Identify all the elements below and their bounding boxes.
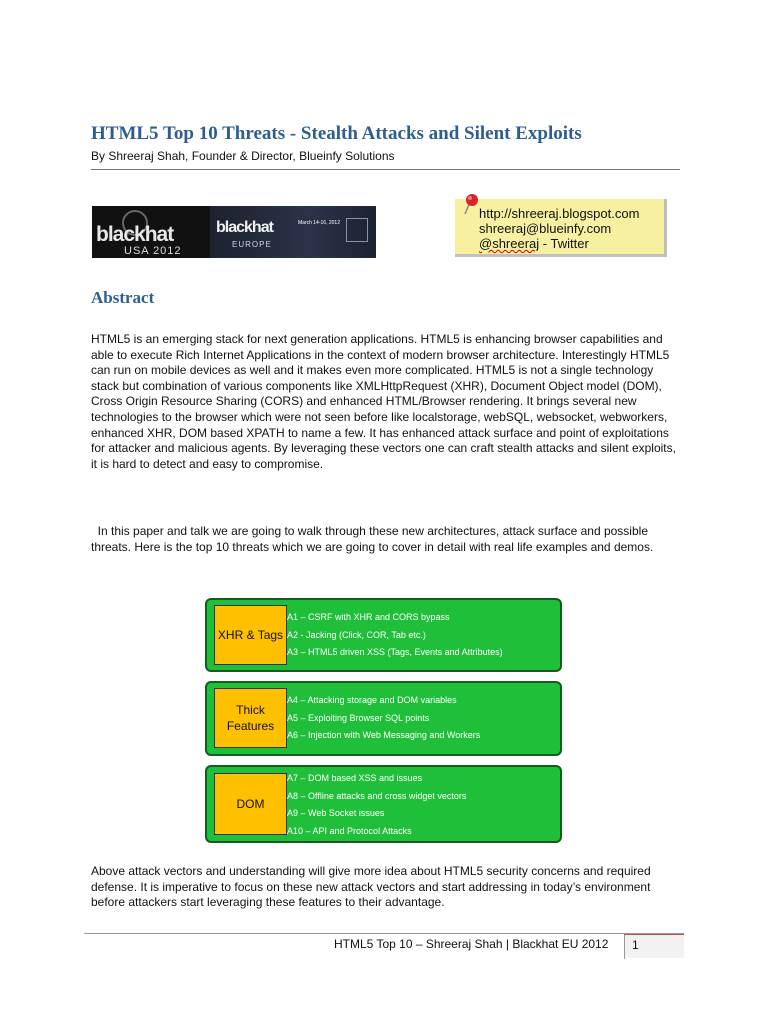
- blackhat-europe-logo: [210, 206, 376, 258]
- twitter-line: [479, 236, 589, 251]
- group-label-xhr-tags: XHR & Tags: [214, 605, 287, 665]
- blackhat-usa-sub: USA 2012: [124, 245, 182, 257]
- group-label-dom: DOM: [214, 773, 287, 835]
- footer-text: HTML5 Top 10 – Shreeraj Shah | Blackhat EU 2012: [334, 937, 609, 951]
- blackhat-banner: [92, 206, 376, 258]
- blackhat-europe-date: March 14-16, 2012: [298, 220, 340, 226]
- threat-group-dom: [205, 765, 562, 843]
- threat-group-xhr-tags: [205, 598, 562, 672]
- threat-item: A8 – Offline attacks and cross widget vectors: [287, 790, 467, 801]
- blog-url[interactable]: http://shreeraj.blogspot.com: [479, 206, 640, 221]
- threat-item: A7 – DOM based XSS and issues: [287, 773, 423, 783]
- blackhat-usa-word: blackhat: [96, 223, 174, 246]
- document-title: HTML5 Top 10 Threats - Stealth Attacks and Silent Exploits: [91, 123, 582, 144]
- twitter-suffix: - Twitter: [539, 236, 589, 251]
- group-label-thick-features: [214, 688, 287, 748]
- threat-item: A9 – Web Socket issues: [287, 808, 385, 818]
- group-label-line-2: Features: [226, 719, 275, 733]
- title-divider: [91, 169, 680, 170]
- author-byline: By Shreeraj Shah, Founder & Director, Blueinfy Solutions: [91, 149, 395, 163]
- email-address[interactable]: shreeraj@blueinfy.com: [479, 221, 612, 236]
- threat-item: A1 – CSRF with XHR and CORS bypass: [287, 612, 450, 622]
- pushpin-icon: [462, 193, 480, 215]
- threat-item: A4 – Attacking storage and DOM variables: [287, 695, 457, 705]
- threat-item: A2 - Jacking (Click, COR, Tab etc.): [287, 629, 426, 640]
- threat-item: A10 – API and Protocol Attacks: [287, 825, 412, 836]
- threat-item: A3 – HTML5 driven XSS (Tags, Events and Attributes): [287, 647, 503, 657]
- abstract-paragraph-2-text: In this paper and talk we are going to walk through these new architectures, attack surface and possible threats. Here is the top 10 threats which we are going to cover in detail with real life examples and demos.: [91, 524, 654, 554]
- blackhat-europe-word: blackhat: [216, 219, 273, 236]
- group-items: [287, 770, 466, 840]
- contact-sticky-note: [455, 199, 667, 257]
- group-label-line-1: Thick: [236, 703, 265, 717]
- page-number: 1: [632, 938, 639, 952]
- blackhat-usa-logo: [92, 206, 210, 258]
- conclusion-paragraph: Above attack vectors and understanding will give more idea about HTML5 security concerns and required defense. It is imperative to focus on these new attack vectors and start addressing in today’s environment before attackers start leveraging these features to their advantage.: [91, 864, 651, 910]
- seal-icon: [346, 218, 368, 242]
- blackhat-europe-sub: EUROPE: [232, 240, 272, 249]
- group-items: [287, 609, 503, 662]
- threat-group-thick-features: [205, 681, 562, 756]
- footer-divider: [84, 933, 684, 934]
- twitter-handle: @shreeraj: [479, 236, 540, 251]
- group-items: [287, 692, 480, 745]
- abstract-paragraph-1: HTML5 is an emerging stack for next generation applications. HTML5 is enhancing browser capabilities and able to execute Rich Internet Applications in the context of modern browser architecture. Interestingly HTML5 can run on mobile devices as well and it makes even more complicated. HTML5 is not a single technology stack but combination of various components like XMLHttpRequest (XHR), Document Object model (DOM), Cross Origin Resource Sharing (CORS) and enhanced HTML/Browser rendering. It brings several new technologies to the browser which were not seen before like localstorage, webSQL, websocket, webworkers, enhanced XHR, DOM based XPATH to name a few. It has enhanced attack surface and point of exploitations for attacker and malicious agents. By leveraging these vectors one can craft stealth attacks and silent exploits, it is hard to detect and easy to compromise.: [91, 332, 676, 471]
- abstract-heading: Abstract: [91, 288, 155, 307]
- threat-item: A6 – Injection with Web Messaging and Workers: [287, 730, 481, 740]
- threat-item: A5 – Exploiting Browser SQL points: [287, 712, 430, 723]
- abstract-paragraph-2: [91, 524, 681, 555]
- page-number-box: [624, 934, 684, 958]
